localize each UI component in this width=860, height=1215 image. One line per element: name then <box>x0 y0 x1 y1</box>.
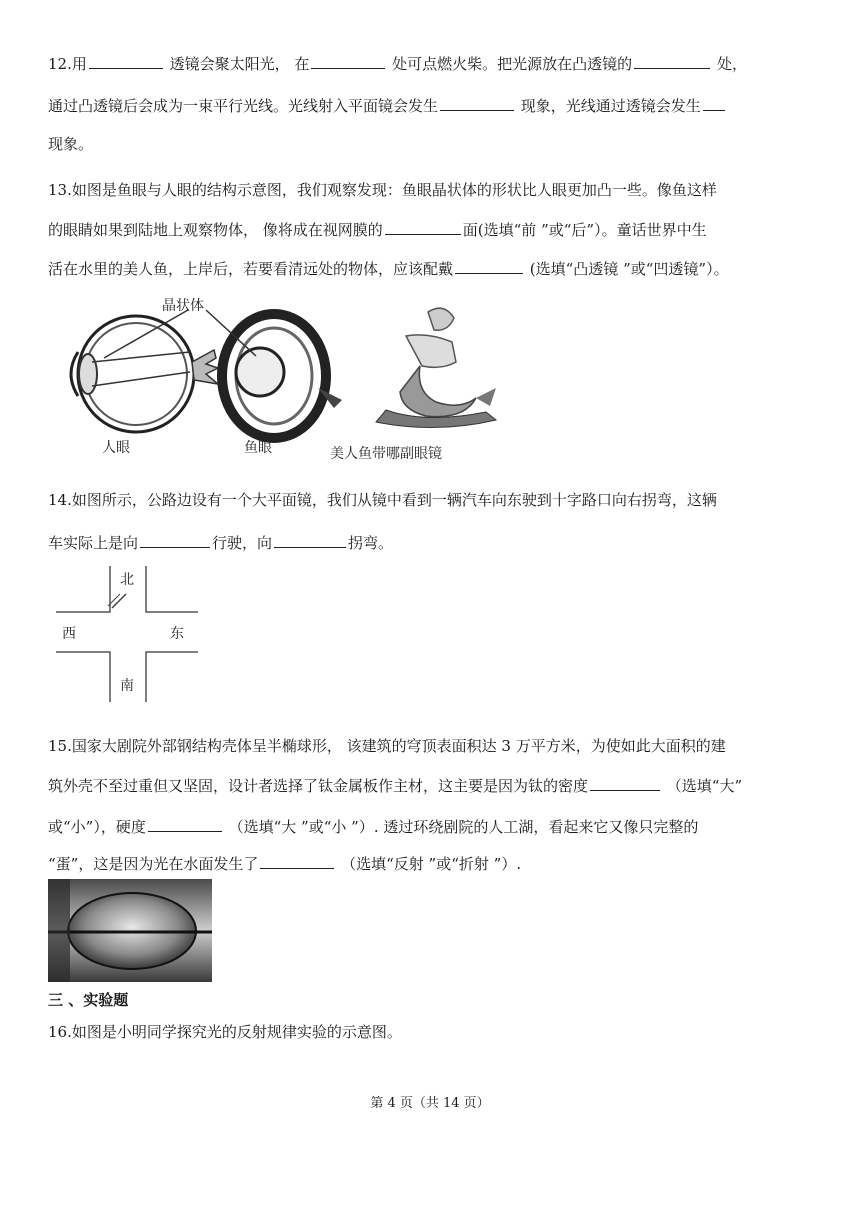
answer-blank[interactable] <box>148 817 222 832</box>
q13-line2: 的眼睛如果到陆地上观察物体， 像将成在视网膜的 面(选填“前 ”或“后”）。童话世界中生 <box>48 221 707 239</box>
fish-eye-drawing <box>222 314 342 438</box>
mermaid-caption: 美人鱼带哪副眼镜 <box>330 446 442 462</box>
q15-line1: 15.国家大剧院外部钢结构壳体呈半椭球形， 该建筑的穹顶表面积达 3 万平方米，为使如此大面积的建 <box>48 737 726 755</box>
west-label: 西 <box>62 626 76 642</box>
south-label: 南 <box>120 678 134 694</box>
answer-blank[interactable] <box>455 259 523 274</box>
q16-line1: 16.如图是小明同学探究光的反射规律实验的示意图。 <box>48 1023 402 1041</box>
q12-line3: 现象。 <box>48 135 94 153</box>
q15-line4: “蛋”，这是因为光在水面发生了 （选填“反射 ”或“折射 ”）. <box>48 855 522 873</box>
answer-blank[interactable] <box>440 96 514 111</box>
mirror-mark <box>112 594 126 608</box>
human-eye-label: 人眼 <box>102 440 130 456</box>
answer-blank[interactable] <box>703 96 725 111</box>
answer-blank[interactable] <box>590 776 660 791</box>
answer-blank[interactable] <box>140 533 210 548</box>
q13-line3: 活在水里的美人鱼，上岸后，若要看清远处的物体，应该配戴 (选填“凸透镜 ”或“凹透镜”）。 <box>48 260 729 278</box>
answer-blank[interactable] <box>274 533 346 548</box>
answer-blank[interactable] <box>385 220 461 235</box>
north-label: 北 <box>120 572 134 588</box>
answer-blank[interactable] <box>634 54 710 69</box>
answer-blank[interactable] <box>260 854 334 869</box>
q12-line2: 通过凸透镜后会成为一束平行光线。光线射入平面镜会发生 现象，光线通过透镜会发生 <box>48 96 727 116</box>
q14-line1: 14.如图所示，公路边设有一个大平面镜，我们从镜中看到一辆汽车向东驶到十字路口向右拐弯，这辆 <box>48 491 717 509</box>
eye-structure-figure <box>56 292 516 468</box>
crossroads-figure <box>56 566 198 702</box>
east-label: 东 <box>170 626 184 642</box>
page-footer: 第 4 页（共 14 页） <box>370 1096 490 1111</box>
mermaid-drawing <box>376 308 496 427</box>
q12-line1: 12.用 透镜会聚太阳光， 在 处可点燃火柴。把光源放在凸透镜的 处， <box>48 55 747 73</box>
theatre-photo <box>48 879 212 982</box>
q13-line1: 13.如图是鱼眼与人眼的结构示意图，我们观察发现：鱼眼晶状体的形状比人眼更加凸一些。像鱼这样 <box>48 181 717 199</box>
section-title: 三 、实验题 <box>48 991 129 1009</box>
lens-label: 晶状体 <box>162 298 204 314</box>
fish-eye-label: 鱼眼 <box>244 440 272 456</box>
human-eye-drawing <box>71 316 218 432</box>
q15-line3: 或“小”），硬度 （选填“大 ”或“小 ”）. 透过环绕剧院的人工湖，看起来它又像只完整的 <box>48 818 699 836</box>
answer-blank[interactable] <box>311 54 385 69</box>
answer-blank[interactable] <box>89 54 163 69</box>
q14-line2: 车实际上是向 行驶，向 拐弯。 <box>48 534 394 552</box>
q15-line2: 筑外壳不至过重但又坚固，设计者选择了钛金属板作主材，这主要是因为钛的密度 （选填“大” <box>48 777 743 795</box>
